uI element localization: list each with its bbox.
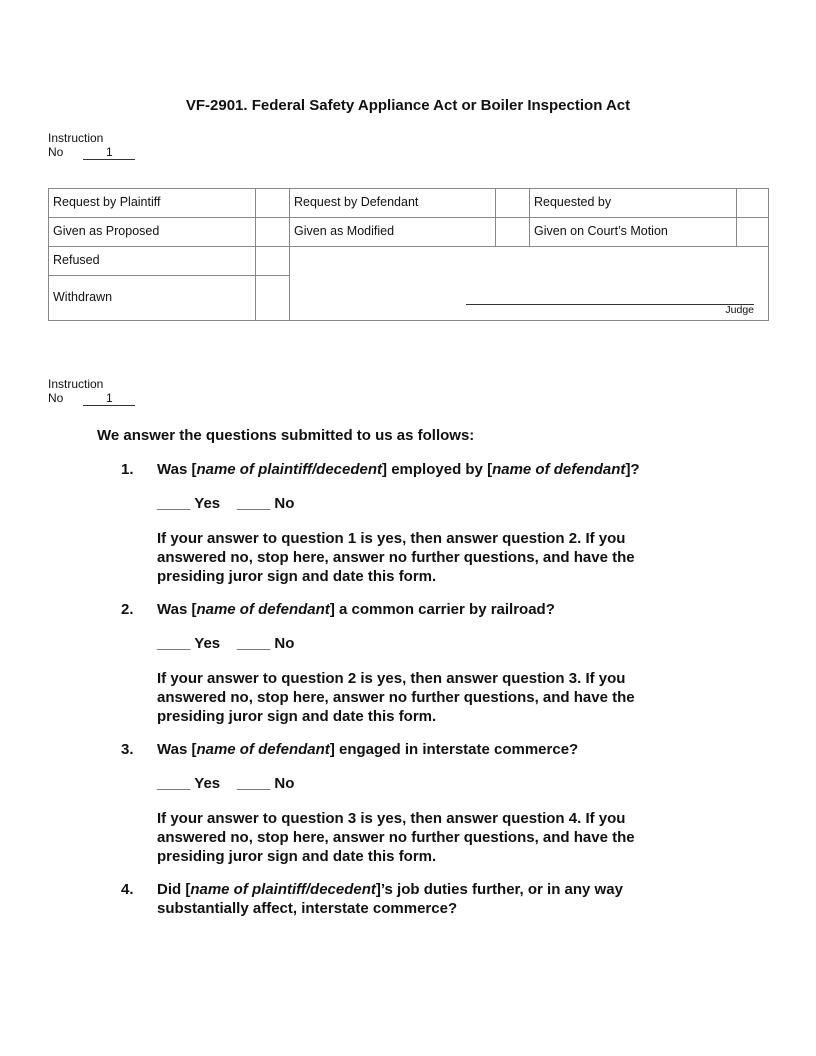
requested-by-label: Requested by xyxy=(529,188,737,218)
instruction-no-field[interactable]: 1 xyxy=(83,146,135,160)
given-proposed-label: Given as Proposed xyxy=(48,217,256,247)
given-proposed-box[interactable] xyxy=(255,217,290,247)
question-number: 1. xyxy=(121,461,134,478)
instruction-2: If your answer to question 2 is yes, then answer question 3. If you answered no, stop here, answer no further questions, and have the presiding juror sign and date this form. xyxy=(157,670,635,725)
withdrawn-label: Withdrawn xyxy=(48,275,256,321)
question-number: 4. xyxy=(121,881,134,898)
judge-signature-line[interactable] xyxy=(466,304,754,305)
question-4: Did [name of plaintiff/decedent]’s job duties further, or in any way substantially affect, interstate commerce? xyxy=(157,881,623,917)
instruction-label: Instruction xyxy=(48,131,104,145)
instruction-label: Instruction xyxy=(48,377,104,391)
answer-3[interactable]: ____ Yes ____ No xyxy=(157,775,295,792)
answer-2[interactable]: ____ Yes ____ No xyxy=(157,635,295,652)
question-number: 3. xyxy=(121,741,134,758)
question-3: Was [name of defendant] engaged in interstate commerce? xyxy=(157,741,579,758)
question-number: 2. xyxy=(121,601,134,618)
requested-by-box[interactable] xyxy=(736,188,769,218)
intro-text: We answer the questions submitted to us as follows: xyxy=(97,427,475,444)
request-plaintiff-box[interactable] xyxy=(255,188,290,218)
page-title: VF-2901. Federal Safety Appliance Act or Boiler Inspection Act xyxy=(185,97,631,114)
instruction-1: If your answer to question 1 is yes, then answer question 2. If you answered no, stop here, answer no further questions, and have the presiding juror sign and date this form. xyxy=(157,530,635,585)
given-court-box[interactable] xyxy=(736,217,769,247)
no-label: No xyxy=(48,391,64,405)
request-defendant-label: Request by Defendant xyxy=(289,188,496,218)
instruction-3: If your answer to question 3 is yes, then answer question 4. If you answered no, stop here, answer no further questions, and have the presiding juror sign and date this form. xyxy=(157,810,635,865)
given-modified-box[interactable] xyxy=(495,217,530,247)
refused-label: Refused xyxy=(48,246,256,276)
answer-1[interactable]: ____ Yes ____ No xyxy=(157,495,295,512)
judge-label: Judge xyxy=(725,304,754,316)
instruction-number-bottom xyxy=(48,377,135,406)
question-2: Was [name of defendant] a common carrier by railroad? xyxy=(157,601,555,618)
refused-box[interactable] xyxy=(255,246,290,276)
given-court-label: Given on Court’s Motion xyxy=(529,217,737,247)
withdrawn-box[interactable] xyxy=(255,275,290,321)
request-defendant-box[interactable] xyxy=(495,188,530,218)
judge-signature-area xyxy=(289,246,769,321)
instruction-no-field[interactable]: 1 xyxy=(83,392,135,406)
instruction-number-top xyxy=(48,131,135,160)
question-1: Was [name of plaintiff/decedent] employed by [name of defendant]? xyxy=(157,461,640,478)
given-modified-label: Given as Modified xyxy=(289,217,496,247)
request-plaintiff-label: Request by Plaintiff xyxy=(48,188,256,218)
no-label: No xyxy=(48,145,64,159)
